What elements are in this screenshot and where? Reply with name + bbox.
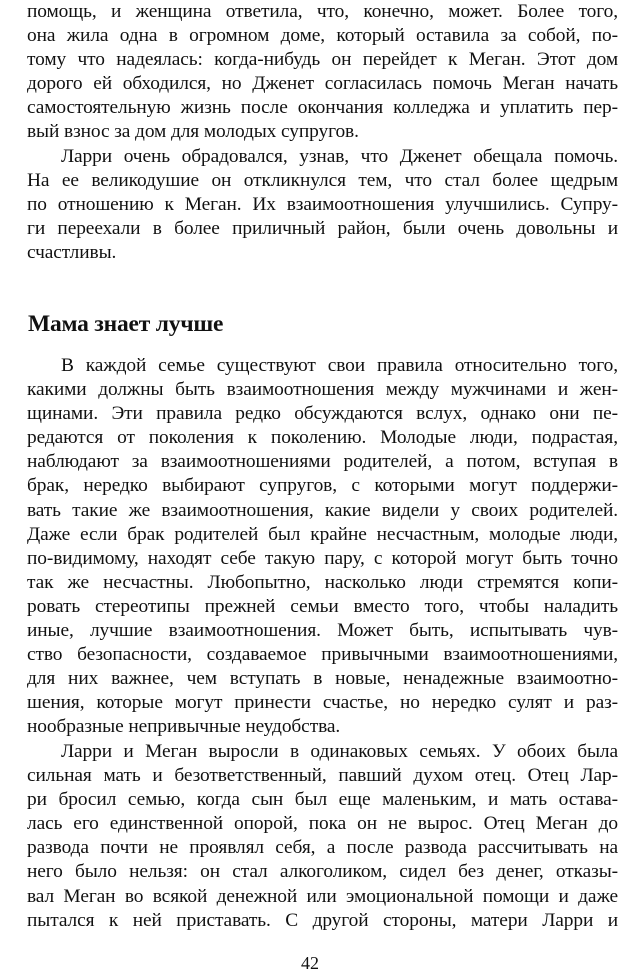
- section-heading: Мама знает лучше: [28, 311, 224, 337]
- text-line: для них важнее, чем вступать в новые, ненадежные взаимоотно-: [27, 668, 618, 690]
- text-line: брак, нередко выбирают супругов, с которыми могут поддержи-: [27, 475, 618, 497]
- text-line: лась его единственной опорой, пока он не вырос. Отец Меган до: [27, 813, 618, 835]
- page-number: 42: [301, 953, 319, 973]
- text-line: щинами. Эти правила редко обсуждаются вслух, однако они пе-: [27, 403, 618, 425]
- text-line: самостоятельную жизнь после окончания колледжа и уплатить пер-: [27, 97, 618, 119]
- paragraph-1: [27, 0, 618, 145]
- text-line: по-видимому, находят себе такую пару, с которой могут быть точно: [27, 547, 618, 569]
- text-line: В каждой семье существуют свои правила относительно того,: [61, 355, 618, 376]
- text-line: Ларри и Меган выросли в одинаковых семьях. У обоих была: [61, 741, 618, 762]
- text-line: ри бросил семью, когда сын был еще маленьким, и мать остава-: [27, 789, 618, 811]
- paragraph-4: [27, 740, 618, 933]
- text-line: На ее великодушие он откликнулся тем, что стал более щедрым: [27, 170, 618, 192]
- text-line: ги переехали в более приличный район, были очень довольны и: [27, 218, 618, 240]
- text-line: так же несчастны. Любопытно, насколько люди стремятся копи-: [27, 571, 618, 593]
- text-line: иные, лучшие взаимоотношения. Может быть, испытывать чув-: [27, 620, 618, 642]
- text-line: него было нельзя: он стал алкоголиком, сидел без денег, отказы-: [27, 861, 618, 883]
- text-line: Даже если брак родителей был крайне несчастным, молодые люди,: [27, 523, 618, 545]
- text-line: счастливы.: [27, 242, 117, 264]
- paragraph-2: [27, 145, 618, 265]
- text-line: шения, которые могут принести счастье, но нередко сулят и раз-: [27, 692, 618, 714]
- text-line: какими должны быть взаимоотношения между мужчинами и жен-: [27, 379, 618, 401]
- text-line: развода почти не проявлял себя, а после развода рассчитывать на: [27, 837, 618, 859]
- text-line: вый взнос за дом для молодых супругов.: [27, 121, 359, 143]
- text-line: дорого ей обходился, но Дженет согласилась помочь Меган начать: [27, 73, 618, 95]
- text-line: нообразные непривычные неудобства.: [27, 716, 341, 738]
- text-line: ство безопасности, создаваемое привычными взаимоотношениями,: [27, 644, 618, 666]
- text-line: сильная мать и безответственный, павший духом отец. Отец Лар-: [27, 765, 618, 787]
- text-line: по отношению к Меган. Их взаимоотношения улучшились. Супру-: [27, 194, 618, 216]
- paragraph-3: [27, 354, 618, 740]
- text-line: вать такие же взаимоотношения, какие видели у своих родителей.: [27, 499, 618, 521]
- text-line: Ларри очень обрадовался, узнав, что Дженет обещала помочь.: [61, 146, 618, 167]
- text-line: тому что надеялась: когда-нибудь он перейдет к Меган. Этот дом: [27, 49, 618, 71]
- text-line: помощь, и женщина ответила, что, конечно, может. Более того,: [27, 1, 618, 22]
- text-line: редаются от поколения к поколению. Молодые люди, подрастая,: [27, 427, 618, 449]
- text-line: вал Меган во всякой денежной или эмоциональной помощи и даже: [27, 885, 618, 907]
- text-line: пытался к ней приставать. С другой стороны, матери Ларри и: [27, 909, 618, 931]
- text-line: наблюдают за взаимоотношениями родителей, а потом, вступая в: [27, 451, 618, 473]
- text-line: она жила одна в огромном доме, который оставила за собой, по-: [27, 25, 618, 47]
- text-line: ровать стереотипы прежней семьи вместо того, чтобы наладить: [27, 595, 618, 617]
